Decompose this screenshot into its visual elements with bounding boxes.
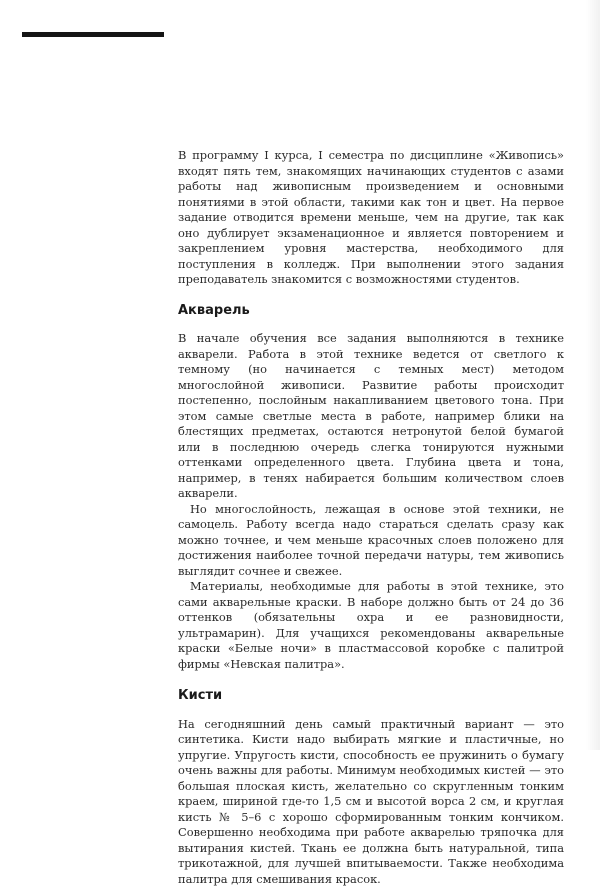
brushes-paragraph: На сегодняшний день самый практичный вариант — это синтетика. Кисти надо выбирать мягкие и пластичные, но упругие. Упругость кисти, способность ее пружинить о бумагу очень важны для работы. Минимум необходимых кистей — это большая плоская кисть, желательно со скругленным тонким краем, шириной где-то 1,5 см и высотой ворса 2 см, и круглая кисть № 5–6 с хорошо сформированным тонким кончиком. Совершенно необходима при работе акварелью тряпочка для вытирания кистей. Ткань ее должна быть натуральной, типа трикотажной, для лучшей впитываемости. Также необходима палитра для смешивания красок.: [178, 717, 564, 887]
intro-paragraph: В программу I курса, I семестра по дисциплине «Живопись» входят пять тем, знакомящих начинающих студентов с азами работы над живописным произведением и основными понятиями в этой области, такими как тон и цвет. На первое задание отводится времени меньше, чем на другие, так как оно дублирует экзаменационное и является повторением и закреплением уровня мастерства, необходимого для поступления в колледж. При выполнении этого задания преподаватель знакомится с возможностями студентов.: [178, 148, 564, 288]
watercolor-paragraph-1: В начале обучения все задания выполняются в технике акварели. Работа в этой технике ведется от светлого к темному (но начинается с темных мест) методом многослойной живописи. Развитие работы происходит постепенно, послойным накапливанием цветового тона. При этом самые светлые места в работе, например блики на блестящих предметах, остаются нетронутой белой бумагой или в последнюю очередь слегка тонируются нужными оттенками определенного цвета. Глубина цвета и тона, например, в тенях набирается большим количеством слоев акварели.: [178, 331, 564, 502]
page-body: [178, 148, 564, 887]
watercolor-heading: Акварель: [178, 303, 564, 319]
watercolor-paragraph-3: Материалы, необходимые для работы в этой технике, это сами акварельные краски. В наборе должно быть от 24 до 36 оттенков (обязательны охра и ее разновидности, ультрамарин). Для учащихся рекомендованы акварельные краски «Белые ночи» в пластмассовой коробке с палитрой фирмы «Невская палитра».: [178, 579, 564, 672]
brushes-heading: Кисти: [178, 688, 564, 704]
watercolor-paragraph-2: Но многослойность, лежащая в основе этой техники, не самоцель. Работу всегда надо стараться сделать сразу как можно точнее, и чем меньше красочных слоев положено для достижения наиболее точной передачи натуры, тем живопись выглядит сочнее и свежее.: [178, 502, 564, 580]
page-edge-shadow: [586, 0, 600, 750]
decorative-top-bar: [22, 32, 164, 37]
